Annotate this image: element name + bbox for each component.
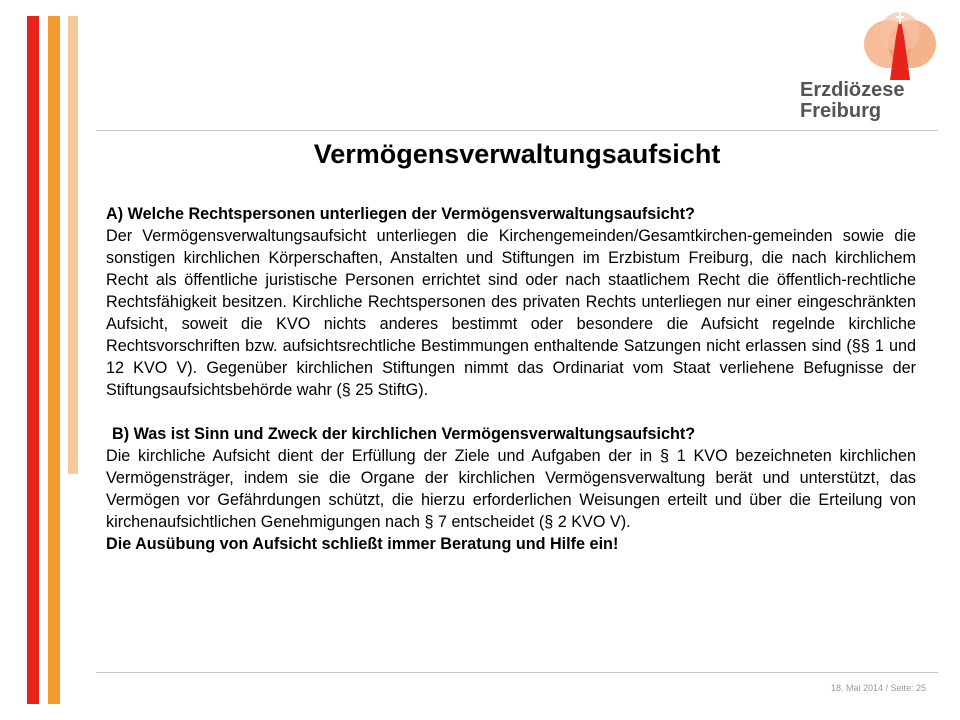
footer-date-page: 18. Mai 2014 / Seite: 25 <box>830 683 926 693</box>
slide-content <box>106 203 916 555</box>
answer-a: Der Vermögensverwaltungsaufsicht unterliegen die Kirchengemeinden/Gesamtkirchen-gemeinden sowie die sonstigen kirchlichen Körperschaften, Anstalten und Stiftungen im Erzbistum Freiburg, die nach kirchlichem Recht als öffentliche juristische Personen errichtet sind oder nach staatlichem Recht die öffentlich-rechtliche Rechtsfähigkeit besitzen. Kirchliche Rechtspersonen des privaten Rechts unterliegen nur einer eingeschränkten Aufsicht, soweit die KVO nichts anderes bestimmt oder besondere die Aufsicht regelnde kirchliche Rechtsvorschriften bzw. aufsichtsrechtliche Bestimmungen enthaltende Satzungen nicht erlassen sind (§§ 1 und 12 KVO V). Gegenüber kirchlichen Stiftungen nimmt das Ordinariat vom Staat verliehene Befugnisse der Stiftungsaufsichtsbehörde wahr (§ 25 StiftG). <box>106 227 916 399</box>
question-a: A) Welche Rechtspersonen unterliegen der Vermögensverwaltungsaufsicht? <box>106 205 695 223</box>
conclusion-text: Die Ausübung von Aufsicht schließt immer Beratung und Hilfe ein! <box>106 535 619 553</box>
paragraph-gap <box>106 401 916 423</box>
question-b: B) Was ist Sinn und Zweck der kirchlichen Vermögensverwaltungsaufsicht? <box>112 425 696 443</box>
logo-line-1: Erzdiözese <box>800 79 905 101</box>
light-orange-side-bar <box>68 16 78 474</box>
orange-side-bar <box>48 16 60 704</box>
header-divider <box>96 130 938 131</box>
erzdioezese-logo <box>800 10 950 128</box>
logo-line-2: Freiburg <box>800 100 882 122</box>
logo-wordmark <box>800 80 950 122</box>
footer-divider <box>96 672 938 673</box>
page-title: Vermögensverwaltungsaufsicht <box>313 139 721 169</box>
red-side-bar <box>27 16 39 704</box>
answer-b: Die kirchliche Aufsicht dient der Erfüllung der Ziele und Aufgaben der in § 1 KVO bezeichneten kirchlichen Vermögensträger, indem sie die Organe der kirchlichen Vermögensverwaltung berät und unterstützt, das Vermögen vor Gefährdungen schützt, die hierzu erforderlichen Weisungen erteilt und über die Erteilung von kirchenaufsichtlichen Genehmigungen nach § 7 entscheidet (§ 2 KVO V). <box>106 447 916 531</box>
logo-emblem-icon <box>860 10 942 82</box>
